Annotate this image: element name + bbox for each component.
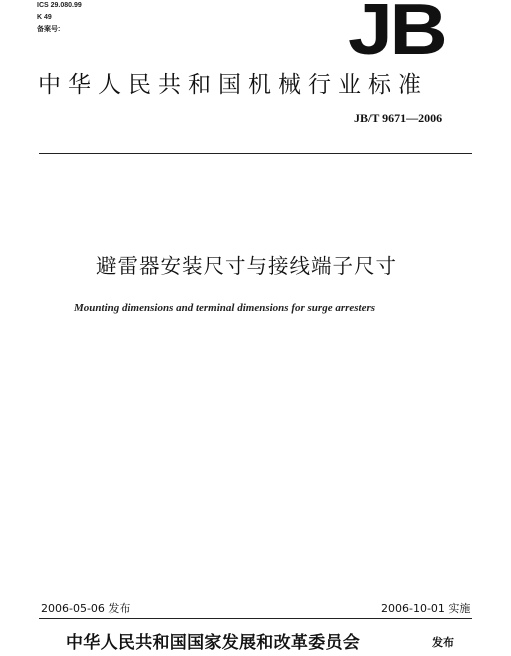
- publish-date: 2006-05-06 发布: [41, 602, 131, 615]
- issuing-authority: 中华人民共和国国家发展和改革委员会: [66, 633, 361, 653]
- footer-rule: [39, 618, 472, 619]
- ics-code: ICS 29.080.99: [37, 2, 82, 9]
- document-title-english: Mounting dimensions and terminal dimensions for surge arresters: [74, 302, 376, 314]
- document-title-chinese: 避雷器安装尺寸与接线端子尺寸: [96, 254, 397, 278]
- record-number-label: 备案号:: [37, 26, 61, 33]
- issuing-authority-suffix: 发布: [432, 636, 454, 649]
- effective-date: 2006-10-01 实施: [381, 602, 471, 615]
- classification-code: K 49: [37, 14, 52, 21]
- header-rule: [39, 153, 472, 154]
- standard-number: JB/T 9671—2006: [354, 111, 443, 125]
- jb-logo: JB: [348, 0, 445, 70]
- standard-header: 中华人民共和国机械行业标准: [38, 72, 428, 98]
